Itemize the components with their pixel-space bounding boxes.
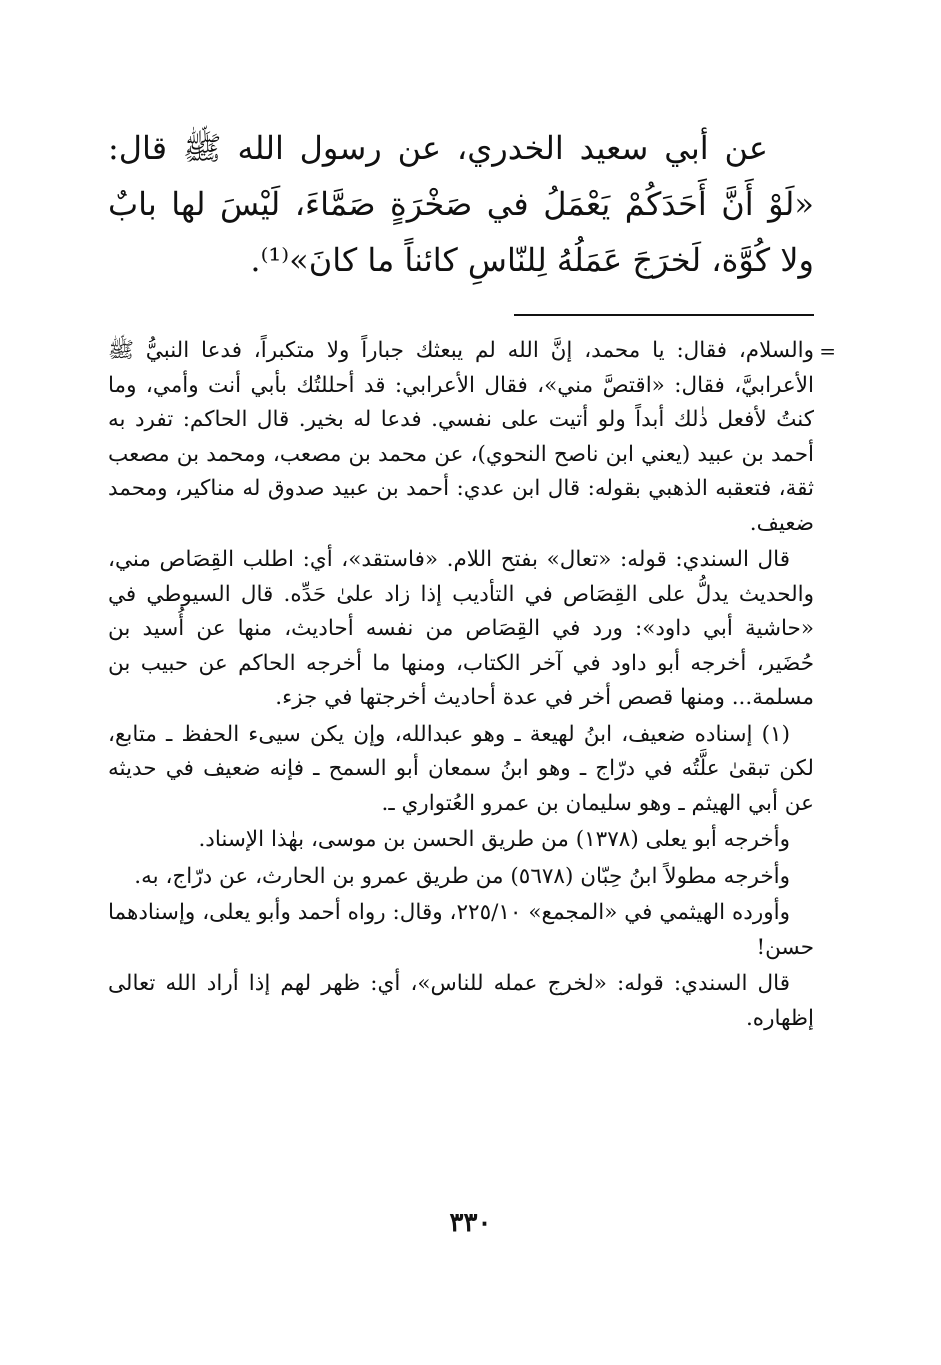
footnote-ibn-hibban: وأخرجه مطولاً ابنُ حِبّان (٥٦٧٨) من طريق عمرو بن الحارث، عن درّاج، به. bbox=[134, 863, 790, 889]
footnotes-section bbox=[108, 334, 836, 1036]
page-number: ٣٣٠ bbox=[449, 1208, 492, 1238]
footnote-haythami: وأورده الهيثمي في «المجمع» ٢٢٥/١٠، وقال: رواه أحمد وأبو يعلى، وإسنادهما حسن! bbox=[108, 900, 814, 960]
footnote-continuation-text: والسلام، فقال: يا محمد، إنَّ الله لم يبعثك جباراً ولا متكبراً، فدعا النبيُّ ﷺ الأعرابيَّ، فقال: «اقتصَّ مني»، فقال الأعرابي: قد أحللتُك بأبي أنت وأمي، وما كنتُ لأفعل ذٰلك أبداً ولو أتيت على نفسي. فدعا له بخير. قال الحاكم: تفرد به أحمد بن عبيد (يعني ابن ناصح النحوي)، عن محمد بن مصعب، ومحمد بن مصعب ثقة، فتعقبه الذهبي بقوله: قال ابن عدي: أحمد بن عبيد صدوق له مناكير، ومحمد ضعيف. bbox=[108, 338, 814, 536]
page-body bbox=[108, 120, 836, 1250]
footnote-1: (١) إسناده ضعيف، ابنُ لهيعة ـ وهو عبدالله، وإن يكن سيىء الحفظ ـ متابع، لكن تبقىٰ علَّتُه في درّاج ـ وهو ابنُ سمعان أبو السمح ـ فإنه ضعيف في حديثه عن أبي الهيثم ـ وهو سليمان بن عمرو العُتواري ـ. bbox=[108, 721, 814, 816]
footnote-sindi-note-1: قال السندي: قوله: «تعال» بفتح اللام. «فاستقد»، أي: اطلب القِصَاص مني، والحديث يدلُّ على القِصَاص في التأديب إذا زاد علىٰ حَدِّه. قال السيوطي في «حاشية أبي داود»: ورد في القِصَاص من نفسه أحاديث، منها عن أُسيد بن حُضَير، أخرجه أبو داود في آخر الكتاب، ومنها ما أخرجه الحاكم عن حبيب بن مسلمة... ومنها قصص أخر في عدة أحاديث أخرجتها في جزء. bbox=[108, 547, 814, 710]
continuation-mark: = bbox=[819, 339, 836, 363]
main-hadith-text: عن أبي سعيد الخدري، عن رسول الله ﷺ قال: «لَوْ أَنَّ أَحَدَكُمْ يَعْمَلُ في صَخْرَةٍ صَمَّاءَ، لَيْسَ لها بابٌ ولا كُوَّة، لَخرَجَ عَمَلُهُ لِلنّاسِ كائناً ما كانَ»⁽¹⁾. bbox=[108, 129, 815, 279]
footnote-abu-yala: وأخرجه أبو يعلى (١٣٧٨) من طريق الحسن بن موسى، بهٰذا الإسناد. bbox=[198, 827, 790, 852]
footnote-continuation bbox=[108, 334, 836, 541]
footnote-sindi-note-2: قال السندي: قوله: «لخرج عمله للناس»، أي: ظهر لهم إذا أراد الله تعالى إظهاره. bbox=[108, 971, 814, 1031]
footnote-divider bbox=[514, 314, 814, 316]
